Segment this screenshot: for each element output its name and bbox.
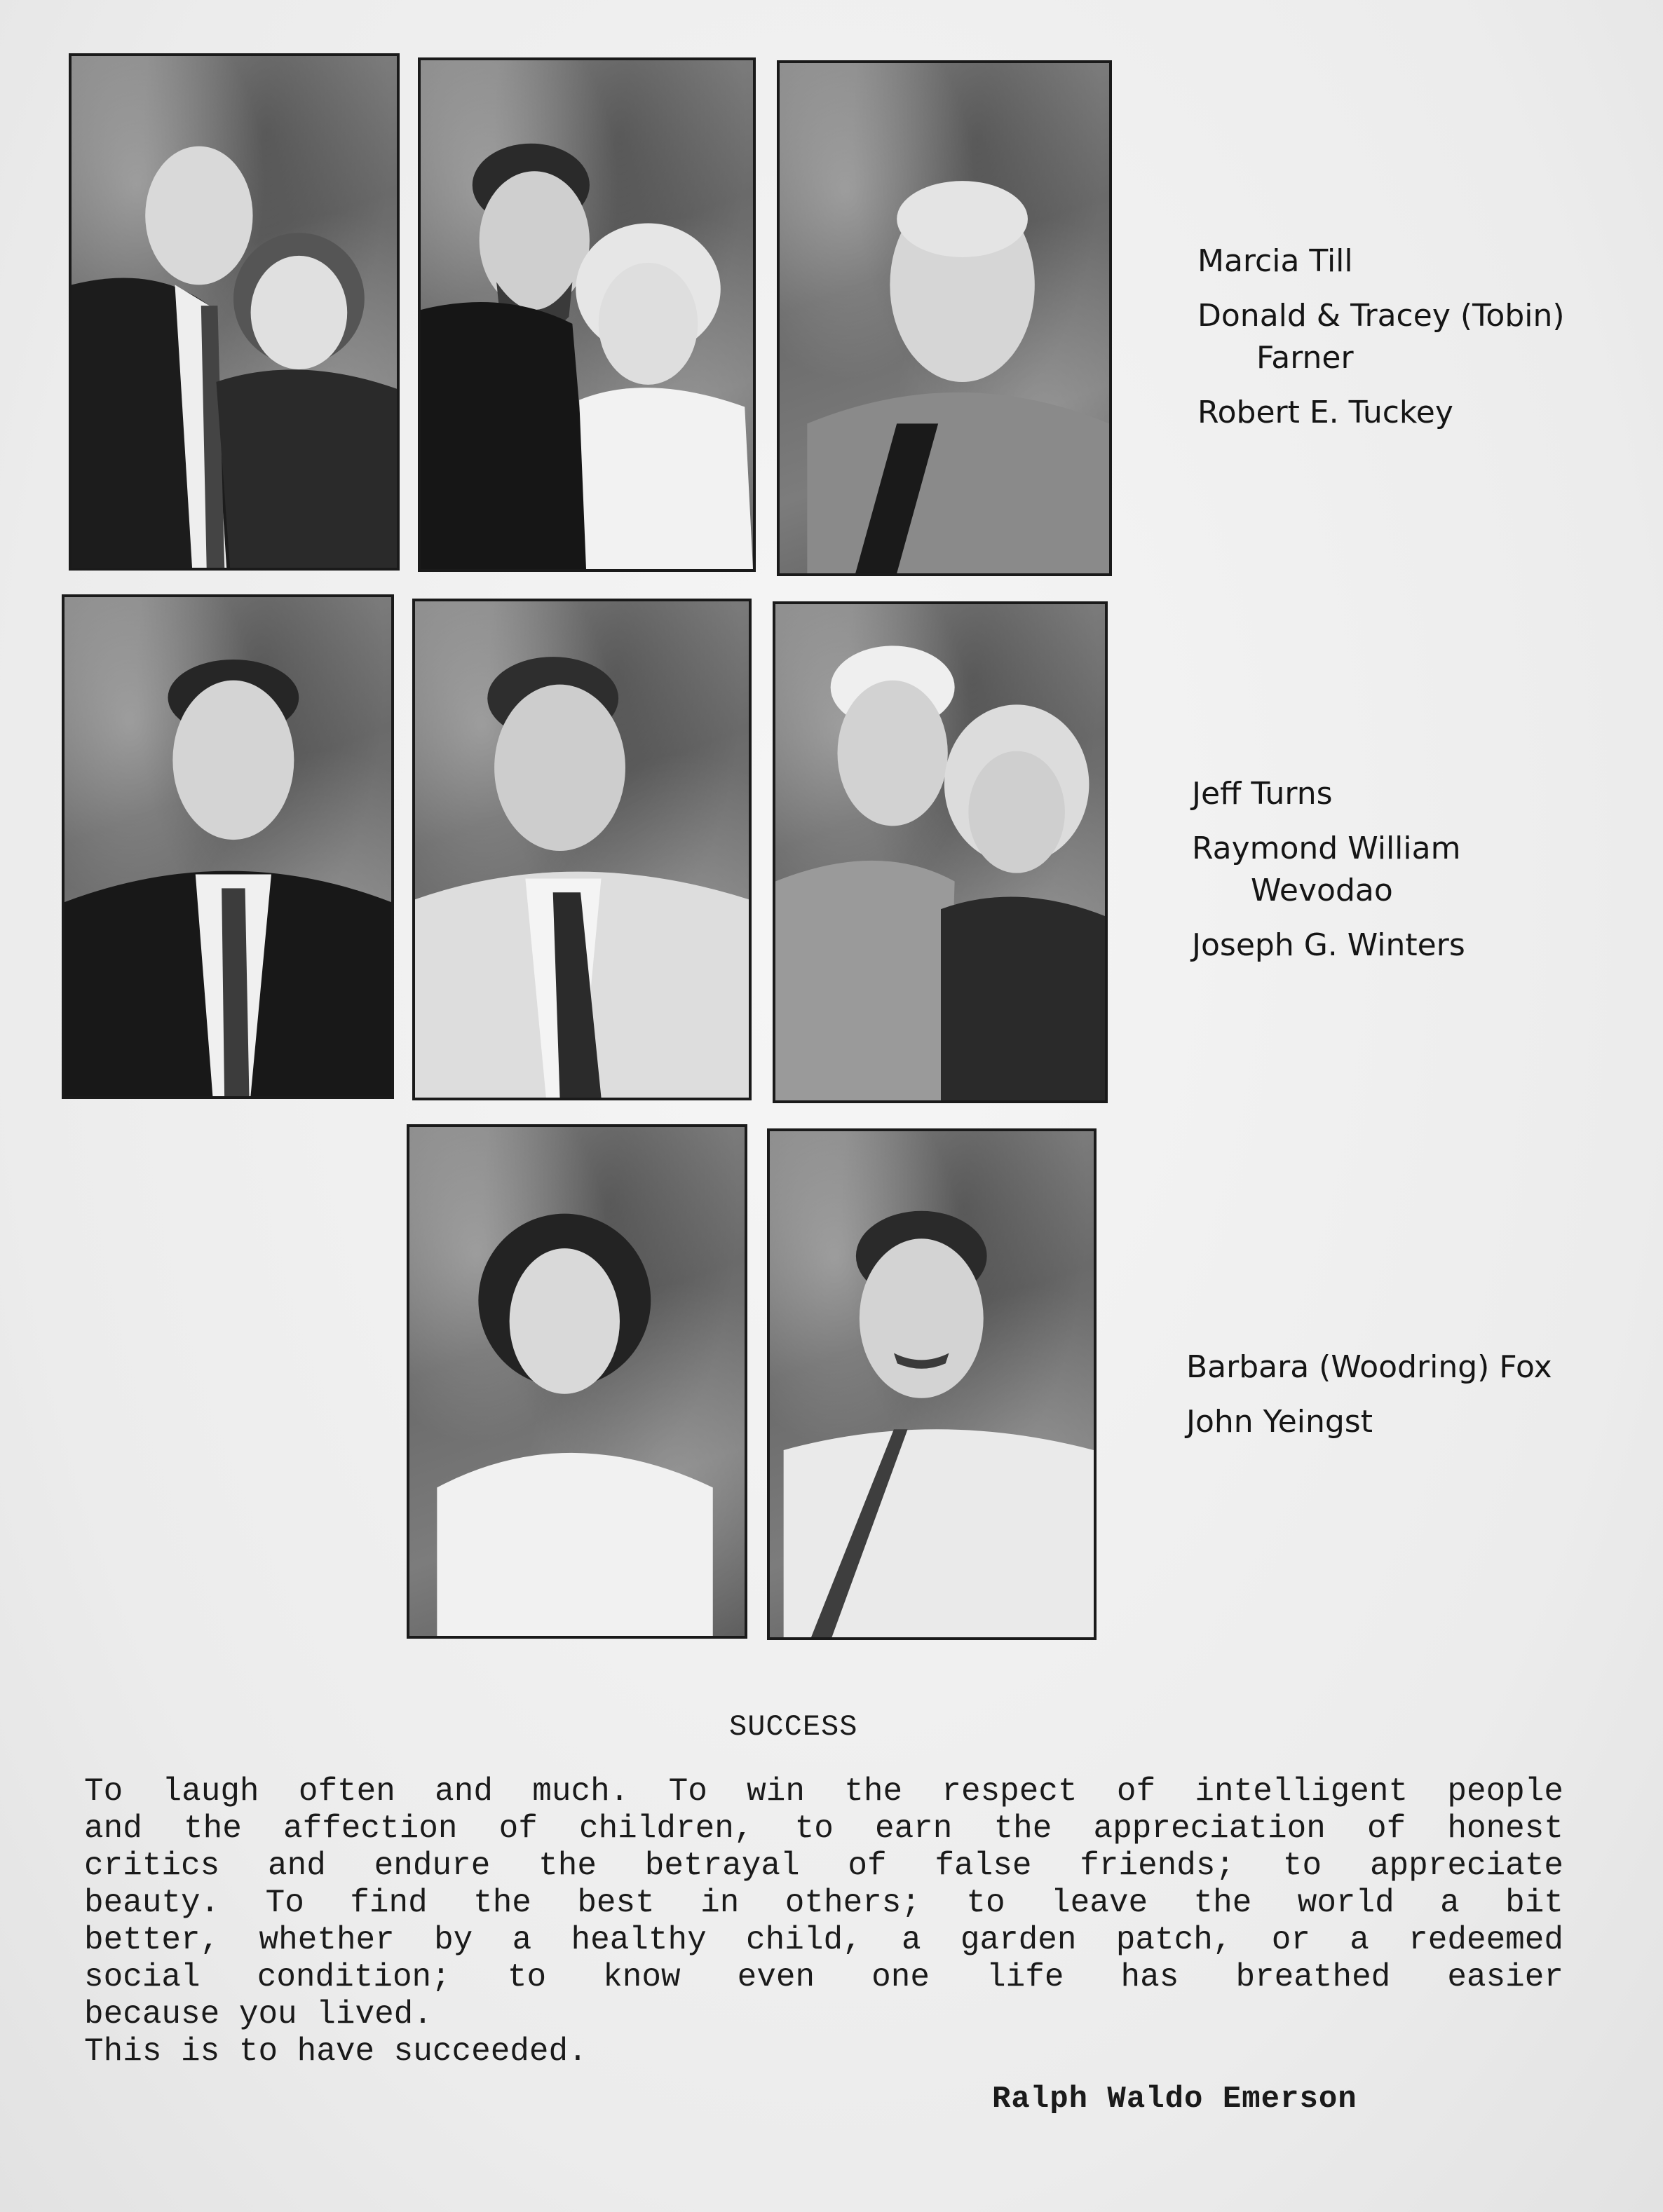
poem-line: beauty. To find the best in others; to leave the world a bit — [84, 1885, 1563, 1921]
name-label: Jeff Turns — [1192, 776, 1333, 812]
name-label: Barbara (Woodring) Fox — [1186, 1349, 1552, 1385]
name-label: Joseph G. Winters — [1192, 927, 1465, 963]
names-group-3 — [1186, 1340, 1552, 1449]
poem-line: social condition; to know even one life has breathed easier — [84, 1959, 1563, 1995]
poem-line: better, whether by a healthy child, a garden patch, or a redeemed — [84, 1922, 1563, 1958]
portrait-photo-marcia-till — [69, 53, 400, 571]
portrait-photo-robert-tuckey — [777, 60, 1112, 576]
poem-body — [84, 1773, 1563, 2070]
portrait-photo-jeff-turns — [62, 594, 394, 1099]
poem-line: This is to have succeeded. — [84, 2033, 588, 2070]
name-label: Robert E. Tuckey — [1197, 395, 1453, 430]
names-group-2 — [1192, 767, 1465, 973]
poem-line: and the affection of children, to earn the appreciation of honest — [84, 1810, 1563, 1847]
name-label: John Yeingst — [1186, 1404, 1373, 1440]
portrait-photo-barbara-fox — [407, 1124, 747, 1639]
portrait-photo-donald-tracey-farner — [418, 57, 756, 572]
name-label: Marcia Till — [1197, 243, 1353, 279]
name-label: Donald & Tracey (Tobin) — [1197, 298, 1565, 334]
portrait-photo-john-yeingst — [767, 1128, 1097, 1640]
poem-line: because you lived. — [84, 1996, 433, 2033]
name-label: Farner — [1256, 340, 1354, 376]
name-label: Raymond William — [1192, 831, 1461, 866]
poem-title: SUCCESS — [729, 1710, 858, 1744]
portrait-photo-joseph-winters — [773, 601, 1108, 1103]
poem-line: critics and endure the betrayal of false friends; to appreciate — [84, 1848, 1563, 1884]
name-label: Wevodao — [1251, 873, 1393, 908]
poem-line: To laugh often and much. To win the respect of intelligent people — [84, 1773, 1563, 1810]
names-group-1 — [1197, 234, 1565, 440]
poem-author: Ralph Waldo Emerson — [992, 2082, 1357, 2117]
portrait-photo-raymond-wevodao — [412, 599, 752, 1100]
